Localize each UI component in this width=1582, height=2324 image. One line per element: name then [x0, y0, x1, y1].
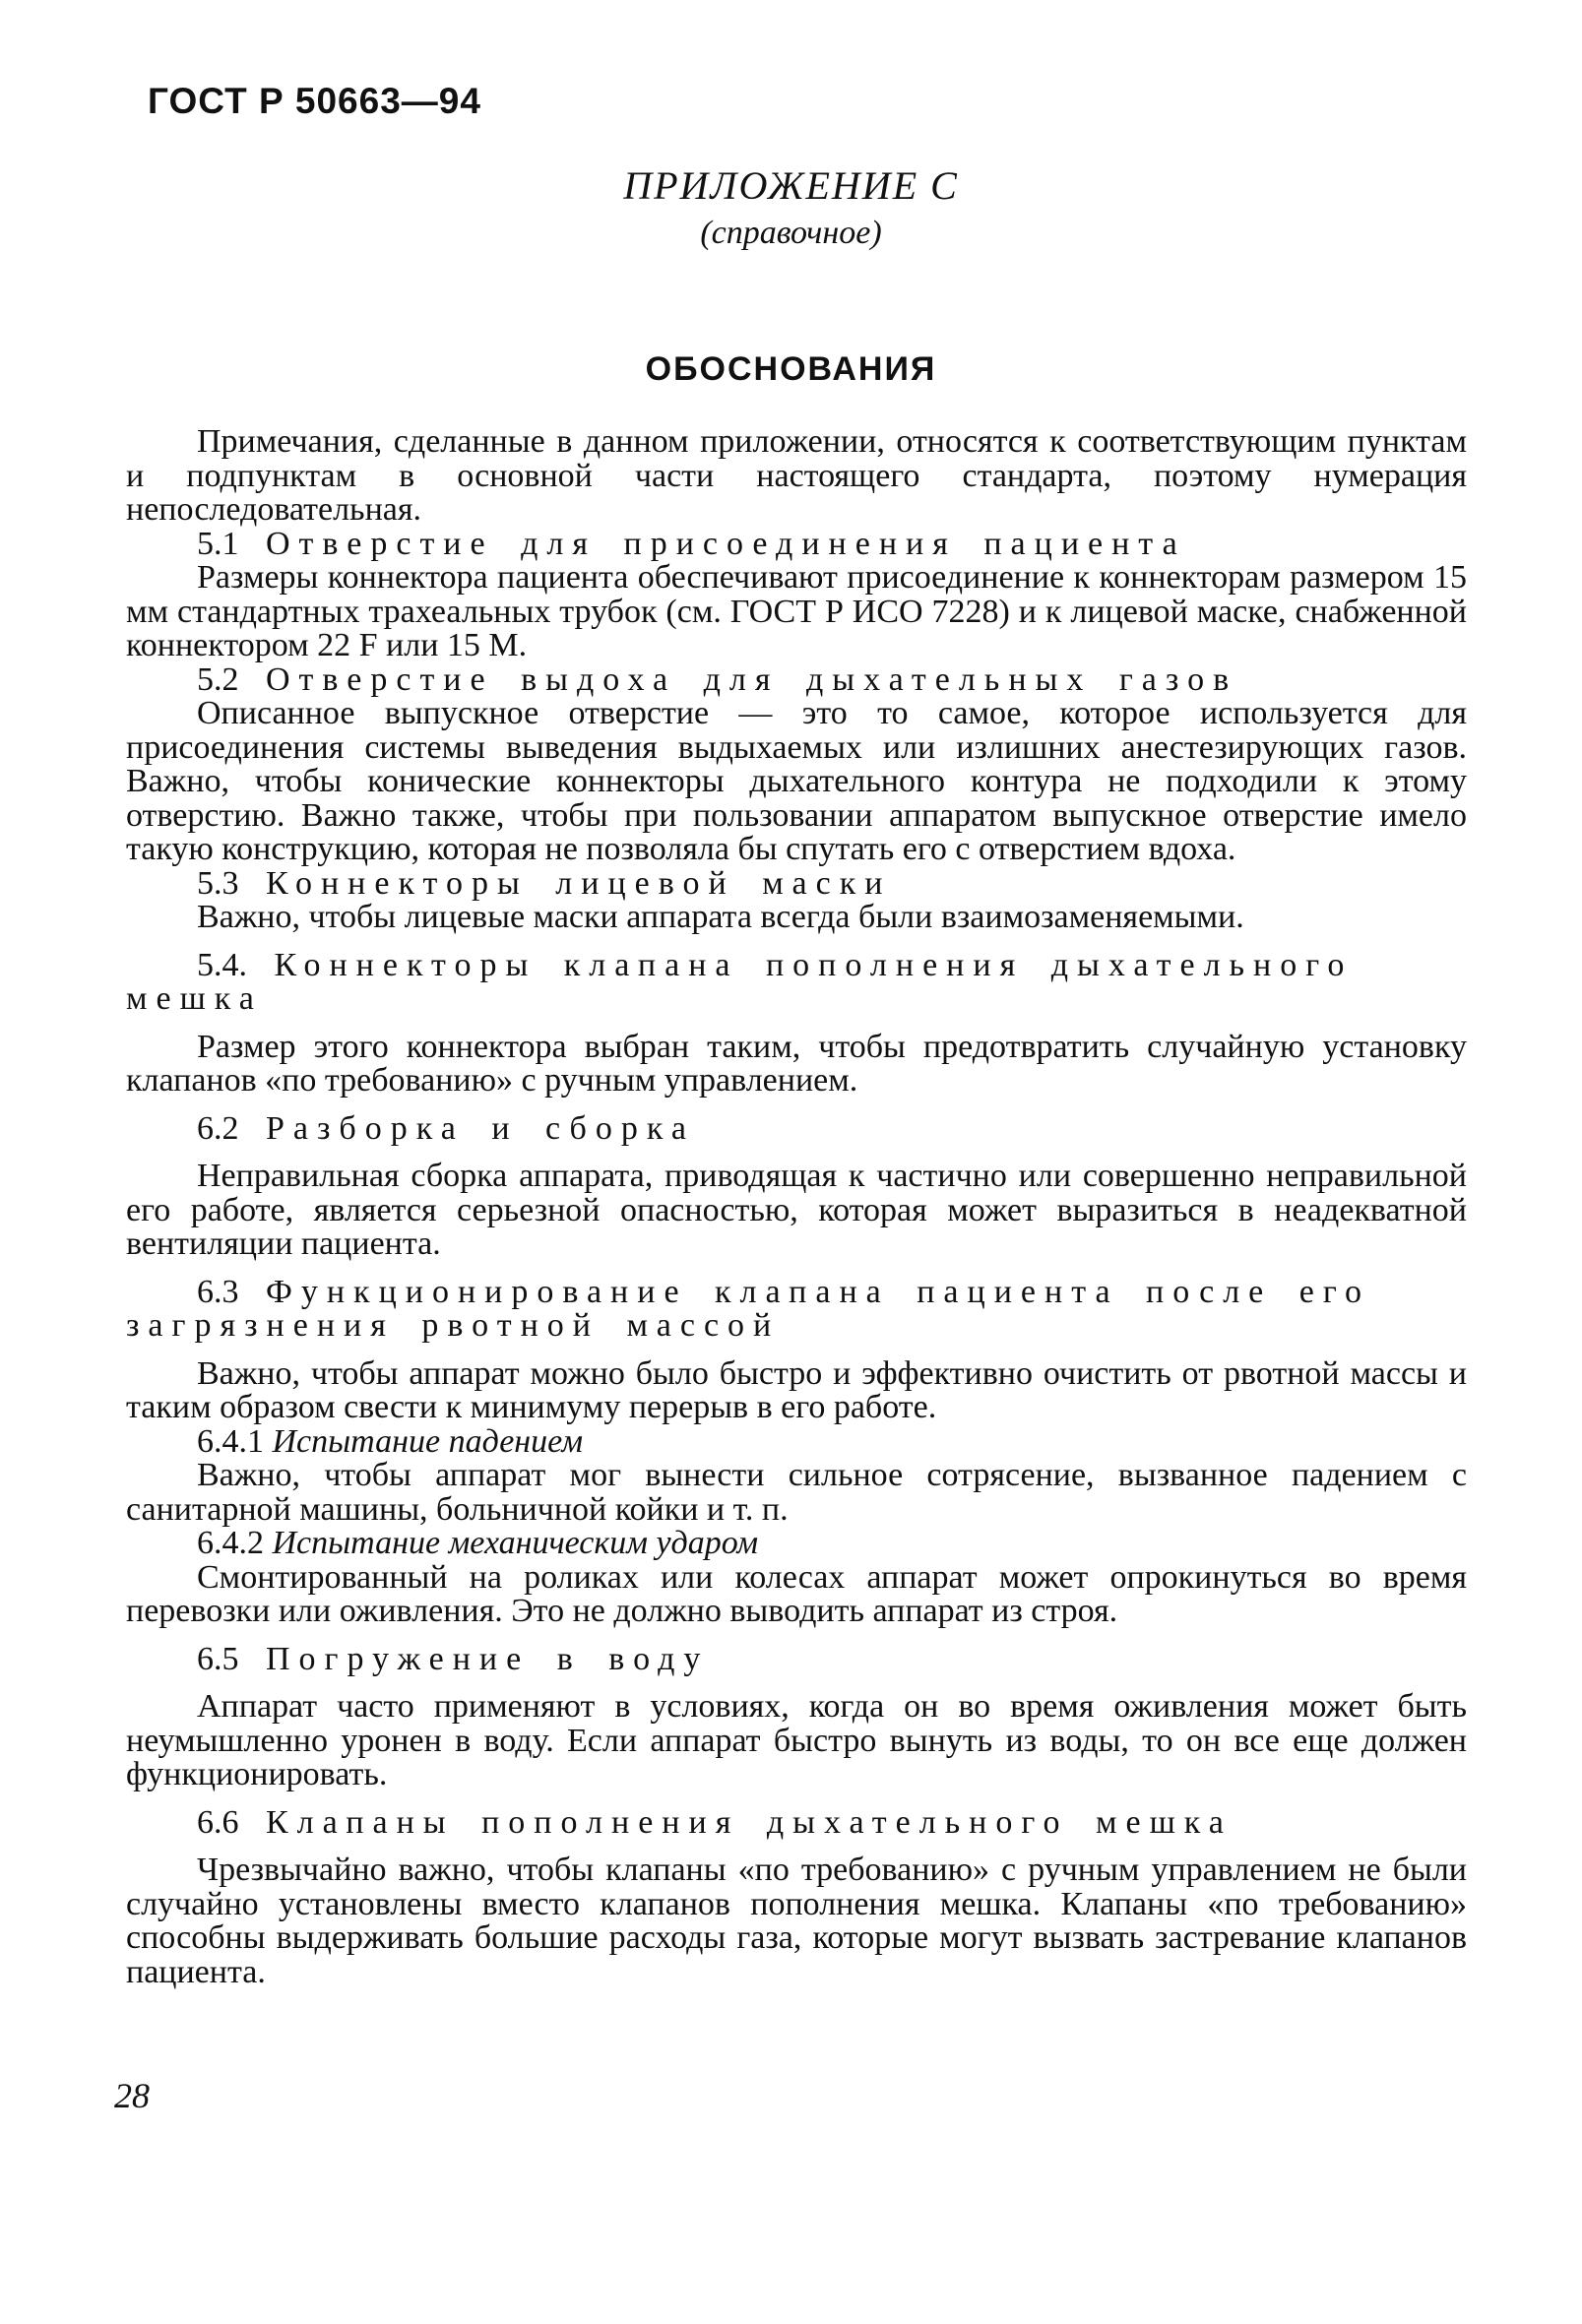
section-title: ОБОСНОВАНИЯ	[645, 350, 937, 388]
section-heading	[126, 1109, 1467, 1147]
section-heading-title: Коннекторы лицевой маски	[266, 864, 892, 902]
section-heading	[126, 864, 1467, 902]
section-paragraph: Важно, чтобы аппарат мог вынести сильное сотрясение, вызванное падением с санитарной машины, больничной койки и т. п.	[126, 1457, 1467, 1528]
section-heading-title: Погружение в воду	[266, 1640, 710, 1677]
document-body	[126, 425, 1467, 1989]
section-number: 5.4.	[197, 946, 247, 983]
section-number: 5.2	[197, 660, 239, 698]
section-heading	[126, 1273, 1467, 1344]
appendix-title: ПРИЛОЖЕНИЕ С	[623, 163, 959, 208]
section-heading	[126, 1640, 1467, 1677]
section-number: 6.5	[197, 1640, 239, 1677]
section-number: 6.4.2	[197, 1525, 264, 1561]
intro-paragraph: Примечания, сделанные в данном приложении, относятся к соответствующим пунктам и подпунктам в основной части настоящего стандарта, поэтому нумерация непоследовательная.	[126, 423, 1467, 528]
section-paragraph: Важно, чтобы лицевые маски аппарата всегда были взаимозаменяемыми.	[197, 899, 1244, 935]
appendix-subtitle: (справочное)	[700, 215, 882, 251]
document-code: ГОСТ Р 50663—94	[148, 81, 481, 121]
section-heading-title: Клапаны пополнения дыхательного мешка	[266, 1803, 1233, 1841]
section-heading	[126, 1422, 1467, 1460]
section-heading-title: Отверстие выдоха для дыхательных газов	[266, 660, 1238, 698]
section-number: 6.4.1	[197, 1422, 264, 1460]
section-number: 5.1	[197, 525, 239, 562]
section-heading	[126, 1527, 1467, 1561]
section-heading-title: Функционирование клапана пациента после его загрязнения рвотной массой	[126, 1273, 1370, 1344]
section-number: 6.3	[197, 1273, 239, 1310]
section-heading	[126, 946, 1467, 1017]
section-paragraph: Смонтированный на роликах или колесах аппарат может опрокинуться во время перевозки или оживления. Это не должно выводить аппарат из строя.	[126, 1558, 1467, 1629]
section-paragraph: Неправильная сборка аппарата, приводящая к частично или совершенно неправильной его работе, является серьезной опасностью, которая может выразиться в неадекватной вентиляции пациента.	[126, 1158, 1467, 1262]
section-paragraph: Описанное выпускное отверстие — это то самое, которое используется для присоединения системы выведения выдыхаемых или излишних анестезирующих газов. Важно, чтобы конические коннекторы дыхательного контура не подходили к этому отверстию. Важно также, чтобы при пользовании аппаратом выпускное отверстие имело такую конструкцию, которая не позволяла бы спутать его с отверстием вдоха.	[126, 695, 1467, 867]
section-number: 6.6	[197, 1803, 239, 1841]
section-heading	[126, 1803, 1467, 1841]
section-paragraph: Аппарат часто применяют в условиях, когда он во время оживления может быть неумышленно уронен в воду. Если аппарат быстро вынуть из воды, то он все еще должен функционировать.	[126, 1688, 1467, 1792]
section-heading	[126, 525, 1467, 562]
section-heading-title: Испытание падением	[272, 1422, 584, 1460]
section-heading	[126, 660, 1467, 698]
section-paragraph: Размеры коннектора пациента обеспечивают присоединение к коннекторам размером 15 мм стандартных трахеальных трубок (см. ГОСТ Р ИСО 7228) и к лицевой маске, снабженной коннектором 22 F или 15 М.	[126, 559, 1467, 663]
section-heading-title: Испытание механическим ударом	[272, 1525, 759, 1561]
section-number: 5.3	[197, 864, 239, 902]
section-paragraph: Размер этого коннектора выбран таким, чтобы предотвратить случайную установку клапанов «по требованию» с ручным управлением.	[126, 1028, 1467, 1099]
section-paragraph: Чрезвычайно важно, чтобы клапаны «по требованию» с ручным управлением не были случайно установлены вместо клапанов пополнения мешка. Клапаны «по требованию» способны выдерживать большие расходы газа, которые могут вызвать застревание клапанов пациента.	[126, 1852, 1467, 1990]
section-paragraph: Важно, чтобы аппарат можно было быстро и эффективно очистить от рвотной массы и таким образом свести к минимуму перерыв в его работе.	[126, 1354, 1467, 1425]
section-heading-title: Разборка и сборка	[266, 1109, 695, 1147]
page-number: 28	[114, 2076, 150, 2115]
section-heading-title: Отверстие для присоединения пациента	[266, 525, 1186, 562]
section-heading-title: Коннекторы клапана пополнения дыхательного мешка	[126, 946, 1354, 1017]
section-number: 6.2	[197, 1109, 239, 1147]
